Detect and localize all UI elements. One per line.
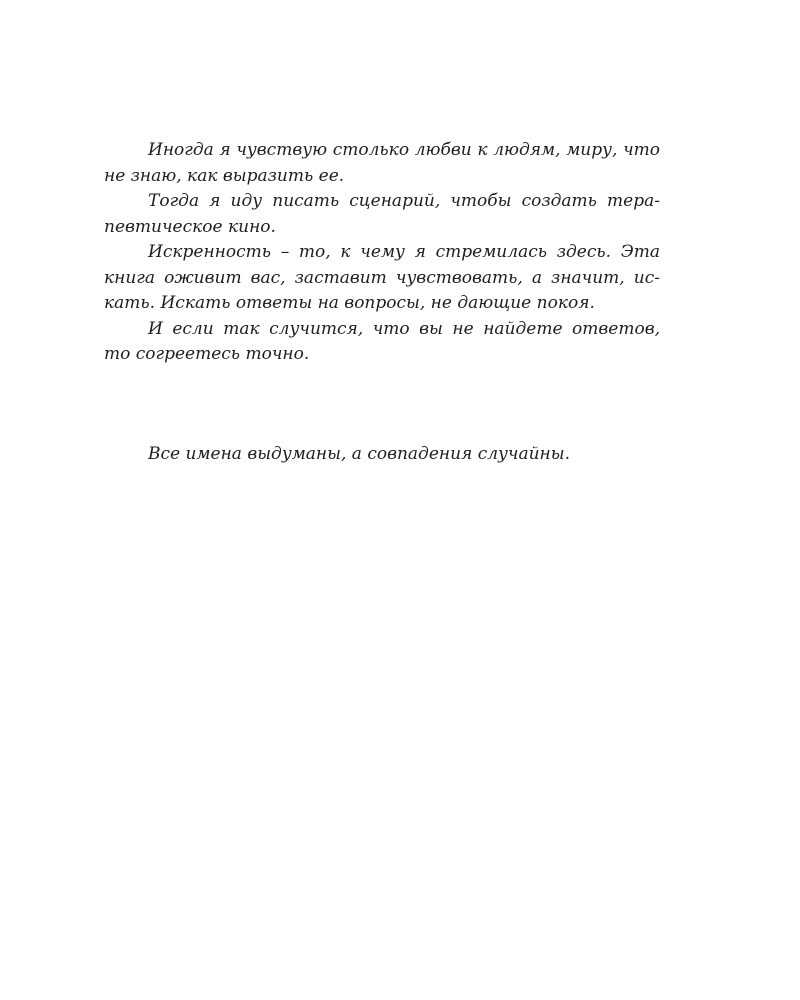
preface-line: Тогда я иду писать сценарий, чтобы создать тера-	[148, 191, 660, 211]
preface-line: книга оживит вас, заставит чувствовать, а значит, ис-	[104, 267, 660, 288]
preface-line: не знаю, как выразить ее.	[104, 165, 345, 186]
preface-line: Иногда я чувствую столько любви к людям, миру, что	[148, 140, 660, 160]
preface-line: то согреетесь точно.	[104, 344, 310, 364]
preface-line: певтическое кино.	[104, 216, 276, 237]
preface-text	[104, 138, 660, 368]
preface-line: И если так случится, что вы не найдете ответов,	[148, 318, 660, 339]
preface-line: Искренность – то, к чему я стремилась здесь. Эта	[148, 242, 660, 262]
disclaimer-text	[104, 442, 660, 468]
preface-line: кать. Искать ответы на вопросы, не дающие покоя.	[104, 293, 595, 313]
disclaimer-line: Все имена выдуманы, а совпадения случайны.	[148, 444, 571, 464]
